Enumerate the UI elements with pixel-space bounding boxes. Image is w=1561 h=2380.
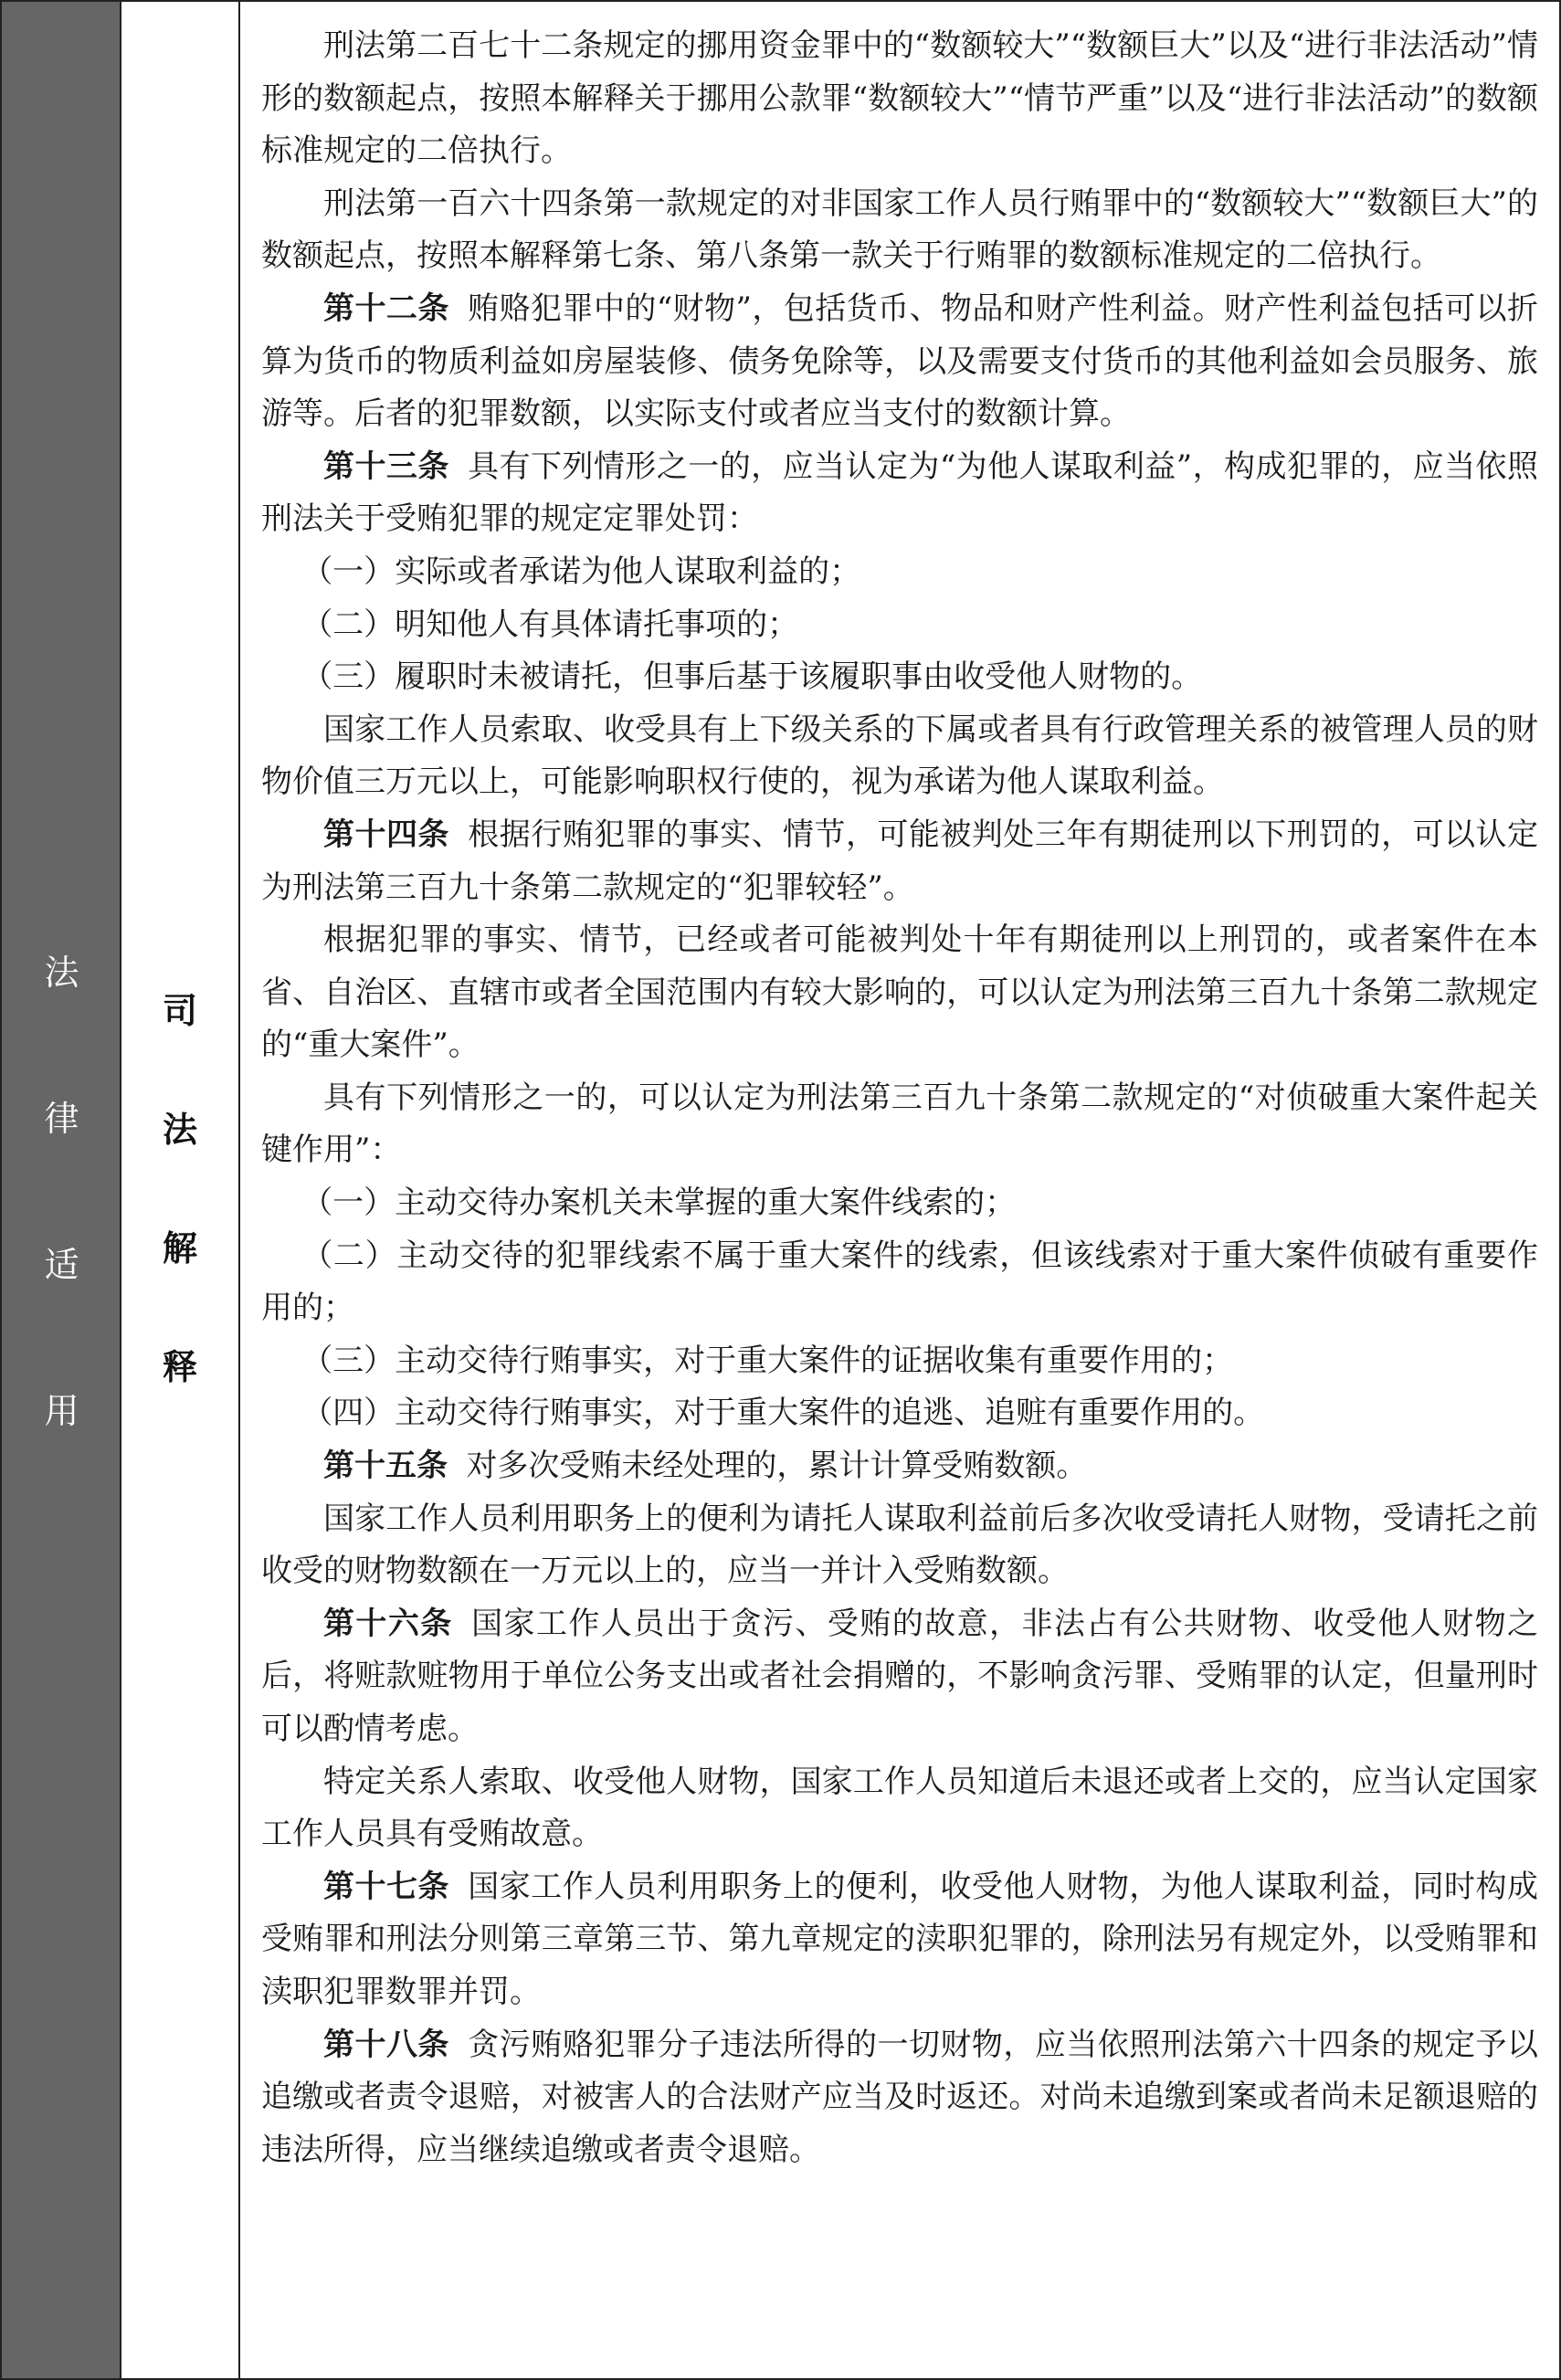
paragraph-text: 国家工作人员出于贪污、受贿的故意，非法占有公共财物、收受他人财物之后，将赃款赃物用于单位公务支出或者社会捐赠的，不影响贪污罪、受贿罪的认定，但量刑时可以酌情考虑。 — [261, 1605, 1538, 1747]
article-number: 第十七条 — [323, 1868, 449, 1905]
paragraph-text: 贿赂犯罪中的“财物”，包括货币、物品和财产性利益。财产性利益包括可以折算为货币的物质利益如房屋装修、债务免除等，以及需要支付货币的其他利益如会员服务、旅游等。后者的犯罪数额，以实际支付或者应当支付的数额计算。 — [261, 290, 1539, 433]
category-char: 法 — [44, 953, 79, 993]
paragraph-text: 国家工作人员利用职务上的便利，收受他人财物，为他人谋取利益，同时构成受贿罪和刑法分则第三章第三节、第九章规定的渎职犯罪的，除刑法另有规定外，以受贿罪和渎职犯罪数罪并罚。 — [261, 1868, 1538, 2010]
paragraph-text: （一）实际或者承诺为他人谋取利益的； — [301, 553, 861, 590]
paragraph-text: 特定关系人索取、收受他人财物，国家工作人员知道后未退还或者上交的，应当认定国家工作人员具有受贿故意。 — [261, 1763, 1538, 1853]
article-number: 第十八条 — [323, 2026, 449, 2063]
list-item — [261, 1335, 1538, 1388]
subcategory-char: 解 — [162, 1228, 197, 1269]
paragraph — [261, 1072, 1538, 1177]
paragraph — [261, 704, 1538, 809]
paragraph — [261, 178, 1538, 283]
paragraph-text: （二）明知他人有具体请托事项的； — [301, 606, 799, 643]
paragraph-text: 贪污贿赂犯罪分子违法所得的一切财物，应当依照刑法第六十四条的规定予以追缴或者责令退赔，对被害人的合法财产应当及时返还。对尚未追缴到案或者尚未足额退赔的违法所得，应当继续追缴或者责令退赔。 — [261, 2026, 1538, 2168]
paragraph-text: （三）履职时未被请托，但事后基于该履职事由收受他人财物的。 — [301, 658, 1203, 696]
paragraph-text: （二）主动交待的犯罪线索不属于重大案件的线索，但该线索对于重大案件侦破有重要作用的； — [261, 1237, 1538, 1327]
paragraph-text: 根据犯罪的事实、情节，已经或者可能被判处十年有期徒刑以上刑罚的，或者案件在本省、自治区、直辖市或者全国范围内有较大影响的，可以认定为刑法第三百九十条第二款规定的“重大案件”。 — [261, 921, 1538, 1064]
paragraph-text: 刑法第一百六十四条第一款规定的对非国家工作人员行贿罪中的“数额较大”“数额巨大”的数额起点，按照本解释第七条、第八条第一款关于行贿罪的数额标准规定的二倍执行。 — [261, 184, 1538, 275]
list-item — [261, 1387, 1538, 1440]
paragraph — [261, 1756, 1538, 1861]
list-item — [261, 1177, 1538, 1230]
list-item — [261, 1230, 1538, 1335]
category-column — [2, 2, 121, 2378]
paragraph-text: 具有下列情形之一的，可以认定为刑法第三百九十条第二款规定的“对侦破重大案件起关键作用”： — [261, 1079, 1538, 1169]
subcategory-column — [121, 2, 240, 2378]
article-number: 第十五条 — [323, 1448, 448, 1485]
paragraph-text: 根据行贿犯罪的事实、情节，可能被判处三年有期徒刑以下刑罚的，可以认定为刑法第三百九十条第二款规定的“犯罪较轻”。 — [261, 816, 1538, 906]
list-item — [261, 599, 1538, 652]
article-paragraph — [261, 1598, 1538, 1756]
list-item — [261, 651, 1538, 704]
category-char: 律 — [44, 1099, 79, 1139]
article-number: 第十六条 — [323, 1605, 453, 1642]
article-paragraph — [261, 2019, 1538, 2177]
article-number: 第十四条 — [323, 816, 449, 853]
article-paragraph — [261, 283, 1538, 441]
paragraph — [261, 20, 1538, 178]
list-item — [261, 546, 1538, 599]
paragraph — [261, 914, 1538, 1072]
article-paragraph — [261, 1440, 1538, 1493]
paragraph-text: （四）主动交待行贿事实，对于重大案件的追逃、追赃有重要作用的。 — [301, 1395, 1265, 1432]
paragraph-text: 对多次受贿未经处理的，累计计算受贿数额。 — [466, 1448, 1088, 1485]
article-number: 第十二条 — [323, 290, 449, 327]
article-paragraph — [261, 1861, 1538, 2019]
paragraph-text: （三）主动交待行贿事实，对于重大案件的证据收集有重要作用的； — [301, 1342, 1234, 1379]
subcategory-char: 法 — [162, 1110, 197, 1150]
article-paragraph — [261, 441, 1538, 546]
paragraph-text: 国家工作人员索取、收受具有上下级关系的下属或者具有行政管理关系的被管理人员的财物价值三万元以上，可能影响职权行使的，视为承诺为他人谋取利益。 — [261, 711, 1538, 801]
category-char: 用 — [44, 1391, 79, 1431]
subcategory-char: 司 — [162, 991, 197, 1031]
category-char: 适 — [44, 1245, 79, 1285]
paragraph-text: （一）主动交待办案机关未掌握的重大案件线索的； — [301, 1185, 1017, 1222]
paragraph-text: 刑法第二百七十二条规定的挪用资金罪中的“数额较大”“数额巨大”以及“进行非法活动”情形的数额起点，按照本解释关于挪用公款罪“数额较大”“情节严重”以及“进行非法活动”的数额标准规定的二倍执行。 — [261, 27, 1538, 170]
paragraph-text: 国家工作人员利用职务上的便利为请托人谋取利益前后多次收受请托人财物，受请托之前收受的财物数额在一万元以上的，应当一并计入受贿数额。 — [261, 1500, 1538, 1590]
subcategory-char: 释 — [162, 1347, 197, 1387]
paragraph-text: 具有下列情形之一的，应当认定为“为他人谋取利益”，构成犯罪的，应当依照刑法关于受贿犯罪的规定定罪处罚： — [261, 448, 1539, 538]
legal-text-body — [261, 20, 1538, 2176]
paragraph — [261, 1493, 1538, 1598]
article-number: 第十三条 — [323, 448, 449, 485]
article-paragraph — [261, 809, 1538, 914]
